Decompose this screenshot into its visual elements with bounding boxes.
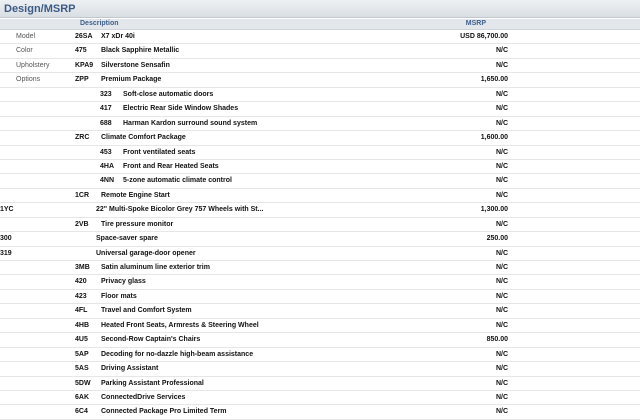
option-code: 5AS <box>75 365 89 373</box>
option-code: 4HB <box>75 321 90 329</box>
option-code: 319 <box>0 249 12 257</box>
option-code: 5DW <box>75 379 91 387</box>
table-row <box>0 232 640 246</box>
row-label: Model <box>16 33 36 40</box>
option-price: N/C <box>495 162 508 170</box>
option-code: 688 <box>100 119 112 127</box>
header-msrp: MSRP <box>465 20 486 27</box>
table-row <box>0 391 640 405</box>
option-price: N/C <box>495 90 508 98</box>
row-label: Upholstery <box>16 61 50 69</box>
option-code: KPA9 <box>75 61 94 69</box>
option-price: N/C <box>495 61 508 69</box>
option-price: N/C <box>495 105 508 113</box>
option-price: N/C <box>495 177 508 185</box>
table-row <box>0 319 640 333</box>
table-row <box>0 102 640 116</box>
table-row <box>0 333 640 347</box>
table-row <box>0 146 640 160</box>
option-description: Decoding for no-dazzle high-beam assistance <box>101 350 254 358</box>
option-price: N/C <box>495 379 508 387</box>
option-description: Tire pressure monitor <box>101 220 174 228</box>
option-description: Heated Front Seats, Armrests & Steering Wheel <box>101 321 259 329</box>
option-price: 1,600.00 <box>480 134 508 142</box>
option-description: 22" Multi-Spoke Bicolor Grey 757 Wheels with St... <box>96 206 264 214</box>
option-code: ZRC <box>75 134 90 142</box>
table-row <box>0 275 640 289</box>
option-code: 423 <box>75 292 87 300</box>
option-description: Parking Assistant Professional <box>101 379 204 387</box>
option-price: N/C <box>495 321 508 329</box>
table-row <box>0 88 640 102</box>
header-description: Description <box>80 20 119 27</box>
table-row <box>0 218 640 232</box>
option-price: USD 86,700.00 <box>460 33 508 40</box>
table-row <box>0 59 640 73</box>
option-price: N/C <box>495 264 508 271</box>
table-row <box>0 203 640 217</box>
option-price: N/C <box>495 220 508 228</box>
option-price: N/C <box>495 119 508 127</box>
option-code: 5AP <box>75 350 89 358</box>
option-description: Connected Package Pro Limited Term <box>101 408 227 416</box>
option-code: 475 <box>75 47 87 55</box>
option-code: 1YC <box>0 206 14 214</box>
option-code: 1CR <box>75 191 90 199</box>
option-code: 2VB <box>75 220 89 228</box>
option-code: 323 <box>100 90 112 98</box>
option-description: Space-saver spare <box>96 235 158 243</box>
option-price: N/C <box>495 148 508 156</box>
option-code: 453 <box>100 148 112 156</box>
option-code: 420 <box>75 278 87 286</box>
option-code: 6AK <box>75 393 90 401</box>
option-price: N/C <box>495 393 508 401</box>
option-code: 300 <box>0 235 12 243</box>
option-description: Second-Row Captain's Chairs <box>101 336 201 344</box>
option-description: Satin aluminum line exterior trim <box>101 264 210 271</box>
option-description: ConnectedDrive Services <box>101 393 186 401</box>
option-price: 1,650.00 <box>480 76 508 84</box>
option-price: 850.00 <box>486 336 508 344</box>
table-row <box>0 73 640 87</box>
option-code: 4FL <box>75 307 88 315</box>
option-description: X7 xDr 40i <box>101 33 135 40</box>
option-description: Harman Kardon surround sound system <box>123 119 258 127</box>
row-label: Options <box>16 76 41 84</box>
table-row <box>0 348 640 362</box>
page-title: Design/MSRP <box>4 2 76 15</box>
table-row <box>0 362 640 376</box>
option-price: N/C <box>495 191 508 199</box>
option-code: 26SA <box>75 33 93 40</box>
option-price: N/C <box>495 350 508 358</box>
option-code: 4U5 <box>75 336 88 344</box>
table-row <box>0 261 640 275</box>
table-row <box>0 247 640 261</box>
option-price: 1,300.00 <box>480 206 508 214</box>
table-row <box>0 304 640 318</box>
option-price: N/C <box>495 307 508 315</box>
option-description: Front and Rear Heated Seats <box>123 162 219 170</box>
option-description: Driving Assistant <box>101 365 159 373</box>
option-price: N/C <box>495 47 508 55</box>
option-description: Universal garage-door opener <box>96 249 196 257</box>
option-code: 3MB <box>75 264 90 271</box>
table-body <box>0 30 640 420</box>
option-description: Soft-close automatic doors <box>123 90 214 98</box>
option-description: Premium Package <box>101 76 162 84</box>
table-row <box>0 174 640 188</box>
option-description: Silverstone Sensafin <box>101 61 170 69</box>
table-row <box>0 117 640 131</box>
table-row <box>0 44 640 58</box>
option-price: N/C <box>495 292 508 300</box>
table-header <box>0 19 640 30</box>
row-label: Color <box>16 47 33 55</box>
option-description: Travel and Comfort System <box>101 307 192 315</box>
option-description: 5-zone automatic climate control <box>123 177 232 185</box>
table-row <box>0 160 640 174</box>
option-description: Climate Comfort Package <box>101 134 186 142</box>
option-description: Front ventilated seats <box>123 148 196 156</box>
option-description: Remote Engine Start <box>101 191 170 199</box>
option-code: 4HA <box>100 162 115 170</box>
table-row <box>0 290 640 304</box>
option-code: 6C4 <box>75 408 88 416</box>
option-price: N/C <box>495 408 508 416</box>
table-row <box>0 30 640 44</box>
option-description: Electric Rear Side Window Shades <box>123 105 239 113</box>
option-description: Privacy glass <box>101 278 146 286</box>
option-code: 4NN <box>100 177 115 185</box>
option-description: Floor mats <box>101 292 137 300</box>
table-row <box>0 131 640 145</box>
option-code: 417 <box>100 105 112 113</box>
option-code: ZPP <box>75 76 89 84</box>
option-price: 250.00 <box>486 235 508 243</box>
table-row <box>0 377 640 391</box>
title-bar <box>0 0 640 18</box>
table-row <box>0 405 640 419</box>
option-description: Black Sapphire Metallic <box>101 47 180 55</box>
option-price: N/C <box>495 365 508 373</box>
option-price: N/C <box>495 249 508 257</box>
option-price: N/C <box>495 278 508 286</box>
table-row <box>0 189 640 203</box>
